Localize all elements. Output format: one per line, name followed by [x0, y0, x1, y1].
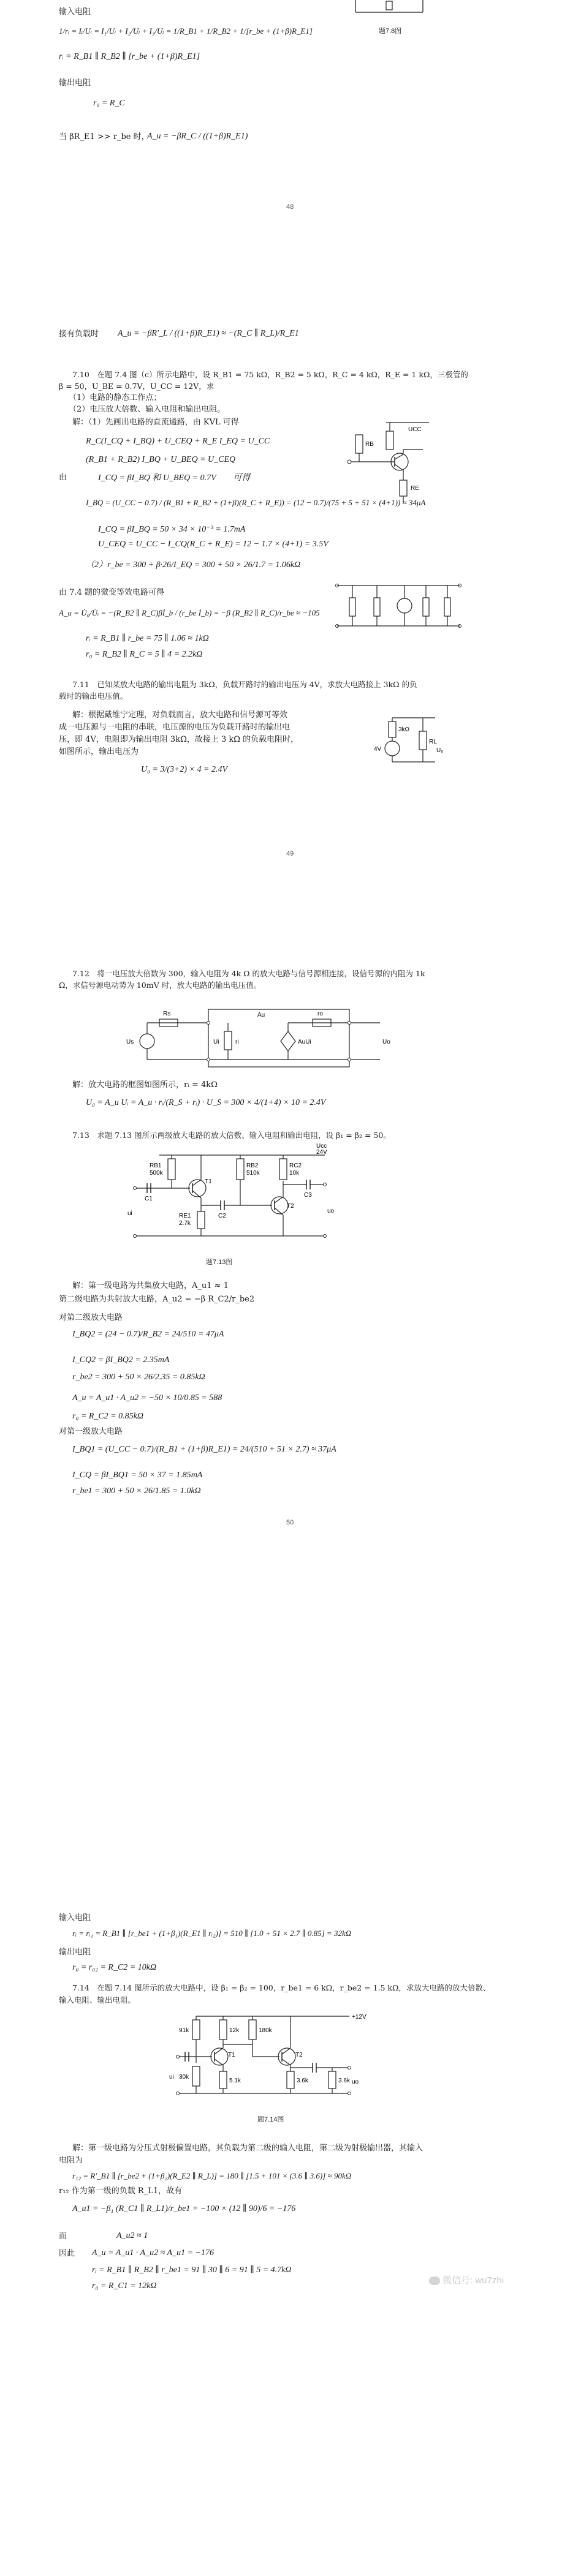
equation-rbe2: r_be2 = 300 + 50 × 26/2.35 = 0.85kΩ — [72, 1373, 205, 1382]
equation-uo-711: U₀ = 3/(3+2) × 4 = 2.4V — [141, 765, 228, 774]
problem-7-14-sol2: 电阻为 — [59, 2156, 83, 2165]
equation-ibq2: I_BQ2 = (24 − 0.7)/R_B2 = 24/510 = 47μA — [72, 1330, 224, 1339]
fig714-vcc-label: +12V — [352, 2014, 366, 2021]
problem-7-13-sol1: 解：第一级电路为共集放大电路，A_u1 ≈ 1 — [72, 1281, 229, 1290]
watermark-text: 微信号: wu7zhi — [442, 2275, 504, 2286]
equation-au1-714: A_u1 = −β₁ (R_C1 ∥ R_L1)/r_be1 = −100 × (12 ∥ 90)/6 = −176 — [72, 2204, 296, 2213]
page-number-49: 49 — [286, 850, 294, 857]
fig713-rb1-value: 500k — [150, 1170, 163, 1177]
fig712-us-label: Us — [126, 1039, 134, 1045]
fig713-ucc-label: Ucc — [316, 1143, 327, 1150]
input-resistance-label-714: 输入电阻 — [59, 1913, 91, 1923]
fig713-rb1-label: RB1 — [150, 1162, 162, 1169]
small-signal-equivalent-circuit — [331, 573, 472, 635]
fig714-uo-label: uo — [352, 2079, 359, 2085]
equation-au: A_u = U̇₀/U̇ᵢ = −(R_B2 ∥ R_C)βİ_b / (r_be İ_b) = −β (R_B2 ∥ R_C)/r_be ≈ −105 — [59, 608, 320, 617]
equation-ri-sum: 1/rᵢ = Iᵢ/Uᵢ = I₁/Uᵢ + I₂/Uᵢ + I₃/Uᵢ = 1/R_B1 + 1/R_B2 + 1/[r_be + (1+β)R_E1] — [59, 26, 313, 36]
fig714-r36b-label: 3.6k — [338, 2077, 350, 2084]
fig712-auui-label: AuUi — [298, 1039, 311, 1045]
fig713-uo-label: uo — [327, 1208, 335, 1215]
fig714-r51-label: 5.1k — [229, 2077, 241, 2084]
problem-7-11-line2: 载时的输出电压值。 — [59, 691, 128, 701]
fig714-t2-label: T2 — [295, 2052, 303, 2058]
fig711-rl-label: RL — [429, 739, 437, 745]
equation-icq2: I_CQ2 = βI_BQ2 = 2.35mA — [72, 1355, 170, 1365]
equation-ri-2: rᵢ = R_B1 ∥ r_be = 75 ∥ 1.06 ≈ 1kΩ — [86, 634, 209, 643]
figure-7-11-circuit — [374, 709, 447, 770]
fig711-us-label: 4V — [374, 746, 382, 753]
fig713-c3-label: C3 — [304, 1192, 312, 1199]
figure-7-8-caption: 题7.8图 — [379, 28, 402, 35]
equation-icq-value: I_CQ = βI_BQ = 50 × 34 × 10⁻³ = 1.7mA — [98, 525, 246, 534]
problem-7-14-sol3: r₁₂ 作为第一级的负载 R_L1，故有 — [59, 2186, 183, 2196]
fig711-r-label: 3kΩ — [398, 726, 410, 733]
fig713-ui-label: ui — [127, 1210, 132, 1217]
equation-ri: rᵢ = R_B1 ∥ R_B2 ∥ [r_be + (1+β)R_E1] — [59, 52, 200, 61]
equation-rbe: （2）r_be = 300 + β·26/I_EQ = 300 + 50 × 26/1.7 = 1.06kΩ — [86, 560, 301, 570]
figure-7-14-caption: 题7.14图 — [257, 2116, 284, 2123]
problem-7-11-sol4: 如图所示，输出电压为 — [59, 747, 139, 756]
fig712-au-label: Au — [257, 1012, 265, 1019]
figure-7-8-circuit — [343, 0, 435, 24]
svg-text:UCC: UCC — [408, 426, 422, 433]
fig714-r91-label: 91k — [179, 2027, 189, 2034]
problem-7-13-sol2: 第二级电路为共射放大电路，A_u2 = −β R_C2/r_be2 — [59, 1295, 255, 1304]
fig713-rb2-value: 510k — [246, 1170, 260, 1177]
equation-au-714: A_u = A_u1 · A_u2 ≈ A_u1 = −176 — [92, 2248, 214, 2258]
wechat-watermark — [429, 2273, 504, 2286]
equation-icq: I_CQ = βI_BQ 和 U_BEQ = 0.7V 可得 — [98, 473, 251, 483]
first-stage-label: 对第一级放大电路 — [59, 1427, 123, 1436]
fig713-re1-value: 2.7k — [179, 1220, 191, 1227]
fig713-re1-label: RE1 — [179, 1213, 191, 1219]
fig714-ui-label: ui — [169, 2074, 174, 2081]
equation-ro-713: r₀ = R_C2 = 0.85kΩ — [72, 1412, 143, 1421]
fig713-t2-label: T2 — [287, 1203, 294, 1210]
fig713-c1-label: C1 — [145, 1196, 153, 1202]
problem-7-12-line2: Ω，求信号源电动势为 10mV 时，放大电路的输出电压值。 — [59, 981, 262, 990]
wechat-icon — [429, 2277, 440, 2285]
fig713-rc2-value: 10k — [289, 1170, 300, 1177]
equation-rbe1: r_be1 = 300 + 50 × 26/1.85 = 1.0kΩ — [72, 1486, 201, 1496]
fig714-r30-label: 30k — [179, 2074, 189, 2081]
equation-ri2-714: r₁₂ = R′_B1 ∥ [r_be2 + (1+β₂)(R_E2 ∥ R_L)] = 180 ∥ [1.5 + 101 × (3.6 ∥ 3.6)] ≈ 90kΩ — [72, 2171, 352, 2180]
fig714-r180-label: 180k — [259, 2027, 272, 2034]
problem-7-12-solution: 解：放大电路的框图如图所示，rᵢ = 4kΩ — [72, 1080, 218, 1090]
condition-text: 当 βR_E1 >> r_be 时， — [59, 132, 150, 141]
problem-7-10-q1: （1）电路的静态工作点； — [69, 393, 162, 402]
svg-text:RB: RB — [365, 441, 374, 448]
problem-7-14-line2: 输入电阻、输出电阻。 — [59, 1995, 136, 2005]
equation-ri-714b: rᵢ = R_B1 ∥ R_B2 ∥ r_be1 = 91 ∥ 30 ∥ 6 = 91 ∥ 5 = 4.7kΩ — [92, 2265, 292, 2275]
figure-7-4c-circuit — [343, 416, 441, 508]
equation-au-total: A_u = A_u1 · A_u2 = −50 × 10/0.85 = 588 — [72, 1393, 222, 1403]
fig712-rs-label: Rs — [163, 1011, 171, 1017]
figure-7-13-circuit — [123, 1144, 349, 1254]
fig713-rc2-label: RC2 — [289, 1162, 302, 1169]
problem-7-11-line1: 7.11 已知某放大电路的输出电阻为 3kΩ，负载开路时的输出电压为 4V，求放大电路接上 3kΩ 的负 — [72, 680, 417, 689]
problem-7-10-q2: （2）电压放大倍数、输入电阻和输出电阻。 — [69, 405, 226, 414]
fig714-r12-label: 12k — [229, 2027, 240, 2034]
problem-7-11-sol2: 成一电压源与一电阻的串联，电压源的电压为负载开路时的输出电 — [59, 723, 290, 732]
problem-7-10-line1: 7.10 在题 7.4 图（c）所示电路中，设 R_B1 = 75 kΩ，R_B2 = 5 kΩ，R_C = 4 kΩ，R_E = 1 kΩ，三极管的 — [72, 370, 468, 379]
equation-icq1: I_CQ = βI_BQ1 = 50 × 37 = 1.85mA — [72, 1471, 203, 1480]
second-stage-label: 对第二级放大电路 — [59, 1313, 123, 1322]
equation-ro-714b: r₀ = R_C1 = 12kΩ — [92, 2281, 157, 2291]
equation-au-approx: A_u = −βR_C / ((1+β)R_E1) — [147, 132, 248, 141]
equation-ro-714: r₀ = r₀₂ = R_C2 = 10kΩ — [72, 1963, 157, 1972]
equation-uceq: U_CEQ = U_CC − I_CQ(R_C + R_E) = 12 − 1.7 × (4+1) = 3.5V — [98, 540, 328, 549]
equation-ri-714: rᵢ = rᵢ₁ = R_B1 ∥ [r_be1 + (1+β₁)(R_E1 ∥ rᵢ₂)] = 510 ∥ [1.0 + 51 × 2.7 ∥ 0.85] = 32kΩ — [72, 1929, 352, 1938]
fig713-c2-label: C2 — [218, 1213, 226, 1219]
word-you: 由 — [59, 473, 67, 482]
problem-7-10-solution: 解：（1）先画出电路的直流通路，由 KVL 可得 — [72, 418, 239, 427]
equation-ro-2: r₀ = R_B2 ∥ R_C = 5 ∥ 4 = 2.2kΩ — [86, 650, 203, 659]
problem-7-12-line1: 7.12 将一电压放大倍数为 300，输入电阻为 4k Ω 的放大电路与信号源相连接，设信号源的内阻为 1k — [72, 969, 425, 978]
problem-7-14-line1: 7.14 在题 7.14 图所示的放大电路中，设 β₁ = β₂ = 100，r_be1 = 6 kΩ，r_be2 = 1.5 kΩ，求放大电路的放大倍数、 — [72, 1983, 491, 1992]
equation-ibq: I_BQ = (U_CC − 0.7) / (R_B1 + R_B2 + (1+β)(R_C + R_E)) = (12 − 0.7)/(75 + 5 + 51 × (4+1)) ≈ 34μA — [86, 498, 426, 507]
output-resistance-label-714: 输出电阻 — [59, 1948, 91, 1957]
problem-7-11-sol1: 解：根据戴维宁定理，对负载而言，放大电路和信号源可等效 — [72, 710, 288, 720]
small-signal-label: 由 7.4 题的微变等效电路可得 — [59, 588, 164, 597]
equation-au-load: A_u = −βR′_L / ((1+β)R_E1) ≈ −(R_C ∥ R_L)/R_E1 — [118, 329, 299, 338]
equation-au2-714: A_u2 ≈ 1 — [116, 2231, 148, 2240]
word-yinci: 因此 — [59, 2249, 75, 2258]
fig712-ri-label: ri — [235, 1039, 239, 1045]
input-resistance-label: 输入电阻 — [59, 7, 91, 17]
fig712-uo-label: Uo — [382, 1039, 390, 1045]
svg-text:RE: RE — [411, 485, 419, 492]
equation-ibq1: I_BQ1 = (U_CC − 0.7)/(R_B1 + (1+β)R_E1) = 24/(510 + 51 × 2.7) ≈ 37μA — [72, 1445, 336, 1454]
problem-7-11-sol3: 压，即 4V，电阻即为输出电阻 3kΩ，故接上 3 kΩ 的负载电阻时， — [59, 735, 299, 744]
equation-kvl-1: R_C(I_CQ + I_BQ) + U_CEQ + R_E I_EQ = U_CC — [86, 437, 270, 446]
problem-7-13-line1: 7.13 求题 7.13 图所示两级放大电路的放大倍数、输入电阻和输出电阻，设 β₁ = β₂ = 50。 — [72, 1131, 391, 1140]
page-number-50: 50 — [286, 1519, 294, 1526]
with-load-label: 接有负载时 — [59, 330, 99, 339]
problem-7-14-sol1: 解：第一级电路为分压式射极偏置电路，其负载为第二级的输入电阻，第二级为射极输出器，其输入 — [72, 2144, 423, 2153]
fig713-ucc-value: 24V — [316, 1149, 327, 1156]
page-number-48: 48 — [286, 203, 294, 211]
figure-7-12-block-diagram — [126, 1004, 392, 1072]
equation-ro: r₀ = R_C — [93, 99, 125, 108]
equation-uo-712: U₀ = A_u Uᵢ = A_u · rᵢ/(R_S + rᵢ) · U_S = 300 × 4/(1+4) × 10 = 2.4V — [86, 1098, 326, 1107]
fig711-uo-label: U₀ — [436, 747, 444, 754]
figure-7-13-caption: 题7.13图 — [206, 1259, 233, 1266]
word-er: 而 — [59, 2232, 67, 2241]
fig712-ui-label: Ui — [213, 1039, 219, 1045]
fig714-t1-label: T1 — [228, 2052, 235, 2058]
fig713-rb2-label: RB2 — [246, 1162, 259, 1169]
figure-7-14-circuit — [169, 2008, 368, 2112]
fig714-r36a-label: 3.6k — [297, 2077, 308, 2084]
output-resistance-label: 输出电阻 — [59, 78, 91, 88]
equation-kvl-2: (R_B1 + R_B2) I_BQ + U_BEQ = U_CEQ — [86, 455, 236, 464]
problem-7-10-line2: β = 50，U_BE = 0.7V，U_CC = 12V，求 — [59, 382, 215, 391]
fig712-ro-label: ro — [317, 1011, 323, 1017]
fig713-t1-label: T1 — [205, 1178, 212, 1185]
